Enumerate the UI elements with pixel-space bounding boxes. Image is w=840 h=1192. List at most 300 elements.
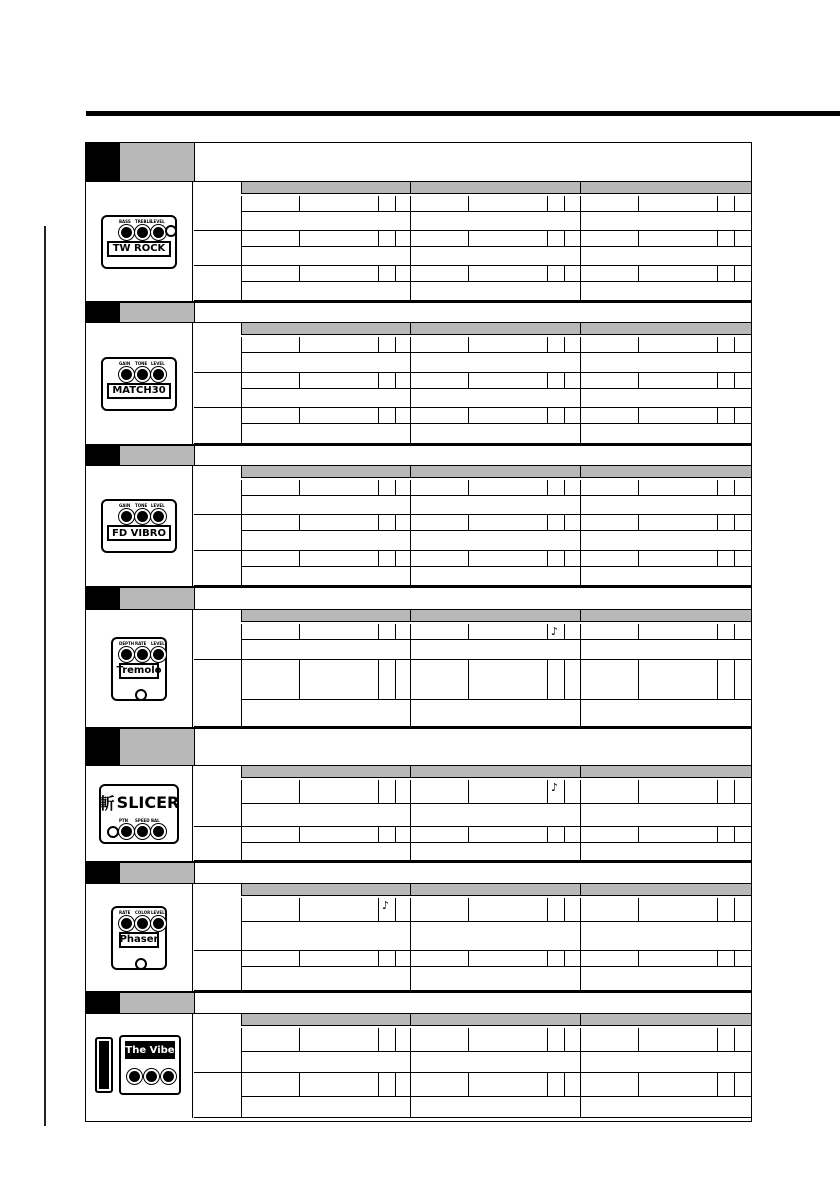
cell-divider [395,515,396,530]
expression-pedal-icon [95,1037,113,1093]
cell-divider [564,1073,565,1096]
effect-section-fd-vibro [86,446,752,588]
parameter-value-cell[interactable] [410,337,580,353]
cell-divider [717,266,718,281]
cell-divider [378,515,379,530]
cell-divider [395,827,396,842]
parameter-range-cell [410,531,580,550]
parameter-range-cell [241,1097,410,1118]
parameter-range-cell [410,967,580,991]
led-icon [165,225,177,237]
cell-divider [717,373,718,388]
row-label-cell [194,373,241,409]
parameter-range-cell [410,424,580,444]
parameter-value-cell[interactable] [580,624,751,640]
column-header-2 [410,182,580,194]
cell-divider [299,827,300,842]
knob-label: RATE [135,640,147,646]
effect-name-box [120,863,194,883]
cell-divider [299,1028,300,1051]
column-header-3 [580,182,751,194]
cell-divider [468,373,469,388]
cell-divider [395,480,396,495]
parameter-value-cell[interactable] [410,480,580,496]
cell-divider [734,337,735,352]
parameter-value-cell[interactable] [241,827,410,843]
parameter-range-cell [580,804,751,827]
parameter-range-cell [410,389,580,409]
corner-diagonal [194,323,241,337]
parameter-value-cell[interactable] [580,551,751,567]
effect-number-box [86,303,120,322]
knob-label: COLOR [135,909,151,915]
knob-label: LEVEL [151,360,165,366]
cell-divider [734,898,735,921]
effect-number-box [86,863,120,883]
cell-divider [468,231,469,246]
parameter-value-cell[interactable] [410,373,580,389]
cell-divider [734,231,735,246]
parameter-range-cell [241,282,410,301]
cell-divider [299,373,300,388]
slicer-text: SLICER [116,793,180,812]
cell-divider [468,827,469,842]
note-icon: ♪ [551,625,559,638]
cell-divider [378,827,379,842]
cell-divider [564,624,565,639]
parameter-range-cell [580,967,751,991]
cell-divider [564,898,565,921]
parameter-value-cell[interactable] [410,780,580,804]
parameter-value-cell[interactable] [410,551,580,567]
parameter-grid [194,182,752,301]
parameter-value-cell[interactable] [410,266,580,282]
parameter-value-cell[interactable] [410,231,580,247]
row-label-cell [194,408,241,444]
cell-divider [564,1028,565,1051]
knob-label: TONE [135,360,148,366]
cell-divider [564,660,565,699]
cell-divider [734,266,735,281]
cell-divider [378,408,379,423]
parameter-value-cell[interactable] [580,373,751,389]
cell-divider [395,373,396,388]
effect-description [194,863,752,883]
corner-diagonal [194,466,241,480]
parameter-grid [194,323,752,444]
parameter-range-cell [241,843,410,861]
cell-divider [638,551,639,566]
cell-divider [717,951,718,966]
parameter-value-cell[interactable] [241,408,410,424]
knob-icon [135,225,150,240]
cell-divider [378,480,379,495]
column-header-3 [580,884,751,896]
column-header-2 [410,323,580,335]
parameter-value-cell[interactable] [410,898,580,922]
cell-divider [468,898,469,921]
parameter-value-cell[interactable] [241,660,410,700]
cell-divider [299,408,300,423]
cell-divider [638,660,639,699]
cell-divider [468,337,469,352]
parameter-value-cell[interactable] [241,551,410,567]
cell-divider [378,898,379,921]
parameter-value-cell[interactable] [241,624,410,640]
column-header-1 [241,466,410,478]
cell-divider [395,1073,396,1096]
column-header-1 [241,884,410,896]
pedal-image-cell [86,466,193,586]
pedal-illustration [101,499,177,553]
cell-divider [717,624,718,639]
cell-divider [468,951,469,966]
parameter-range-cell [241,424,410,444]
knob-label: LEVEL [151,503,165,508]
pedal-image-cell [86,610,193,727]
cell-divider [564,551,565,566]
effect-section-tw-rock [86,143,752,303]
knob-icon [151,647,166,662]
parameter-value-cell[interactable] [580,196,751,212]
parameter-value-cell[interactable] [410,196,580,212]
knob-icon [151,225,166,240]
parameter-range-cell [241,531,410,550]
cell-divider [468,660,469,699]
corner-diagonal [194,884,241,898]
corner-diagonal [194,1014,241,1028]
cell-divider [468,624,469,639]
effect-name-box [120,303,194,322]
cell-divider [638,337,639,352]
pedal-logo: Phaser [119,932,159,948]
row-label-cell [194,1073,241,1118]
parameter-value-cell[interactable] [241,1073,410,1097]
parameter-value-cell[interactable] [580,408,751,424]
knob-label: SPEED [135,817,150,823]
cell-divider [717,480,718,495]
knob-label: BAL [151,817,160,823]
parameter-value-cell[interactable] [410,1073,580,1097]
knob-icon [144,1069,159,1084]
parameter-range-cell [410,640,580,660]
cell-divider [468,1028,469,1051]
cell-divider [547,1028,548,1051]
knob-icon [151,916,166,931]
row-label-cell [194,660,241,727]
cell-divider [717,196,718,211]
effect-section-match30 [86,303,752,446]
column-header-3 [580,1014,751,1026]
cell-divider [638,780,639,803]
parameter-grid [194,610,752,727]
row-label-cell [194,551,241,586]
row-label-cell [194,337,241,373]
parameter-value-cell[interactable] [580,337,751,353]
cell-divider [547,624,548,639]
parameter-value-cell[interactable] [410,408,580,424]
cell-divider [638,515,639,530]
cell-divider [547,266,548,281]
cell-divider [378,660,379,699]
parameter-value-cell[interactable] [580,780,751,804]
parameter-value-cell[interactable] [241,480,410,496]
cell-divider [378,780,379,803]
parameter-value-cell[interactable] [410,827,580,843]
pedal-illustration [111,637,167,701]
parameter-value-cell[interactable] [580,231,751,247]
parameter-range-cell [241,967,410,991]
parameter-range-cell [241,567,410,586]
column-header-3 [580,766,751,778]
pedal-image-cell [86,884,193,991]
cell-divider [734,780,735,803]
footswitch-icon [107,826,119,838]
row-label-cell [194,898,241,951]
pedal-logo: The Vibe [125,1041,175,1059]
effect-description [194,729,752,765]
cell-divider [299,898,300,921]
effect-section-phaser [86,863,752,993]
knob-icon [119,824,134,839]
cell-divider [378,551,379,566]
cell-divider [734,1073,735,1096]
parameter-value-cell[interactable] [241,231,410,247]
parameter-range-cell [241,1052,410,1073]
knob-label: PTN [119,817,129,823]
cell-divider [395,408,396,423]
parameter-range-cell [580,353,751,373]
parameter-value-cell[interactable] [241,1028,410,1052]
corner-diagonal [194,610,241,624]
row-label-cell [194,266,241,301]
cell-divider [468,408,469,423]
cell-divider [734,196,735,211]
effect-description [194,143,752,181]
parameter-value-cell[interactable] [580,480,751,496]
cell-divider [547,408,548,423]
cell-divider [564,196,565,211]
cell-divider [547,951,548,966]
parameter-range-cell [580,282,751,301]
cell-divider [564,266,565,281]
knob-icon [119,916,134,931]
parameter-value-cell[interactable] [580,660,751,700]
parameter-value-cell[interactable] [241,266,410,282]
parameter-value-cell[interactable] [580,1028,751,1052]
parameter-range-cell [580,922,751,951]
cell-divider [564,373,565,388]
parameter-value-cell[interactable] [410,660,580,700]
row-label-cell [194,624,241,660]
knob-icon [119,509,134,524]
parameter-value-cell[interactable] [580,898,751,922]
parameter-value-cell[interactable] [410,1028,580,1052]
cell-divider [378,1028,379,1051]
knob-label: TONE [135,503,148,508]
cell-divider [638,898,639,921]
parameter-value-cell[interactable] [580,951,751,967]
cell-divider [395,898,396,921]
cell-divider [638,624,639,639]
parameter-range-cell [241,700,410,727]
knob-icon [135,916,150,931]
section-header [86,303,752,323]
column-header-2 [410,766,580,778]
column-header-2 [410,1014,580,1026]
knob-icon [151,824,166,839]
effect-name-box [120,588,194,609]
effect-description [194,303,752,322]
column-header-3 [580,323,751,335]
cell-divider [734,827,735,842]
parameter-range-cell [241,247,410,266]
parameter-value-cell[interactable] [580,827,751,843]
parameter-value-cell[interactable] [241,780,410,804]
cell-divider [547,780,548,803]
knob-icon [161,1069,176,1084]
knob-label: LEVEL [151,218,165,224]
parameter-value-cell[interactable] [580,266,751,282]
cell-divider [734,515,735,530]
knob-icon [119,225,134,240]
effect-name-box [120,729,194,765]
effect-section-slicer [86,729,752,863]
cell-divider [299,1073,300,1096]
cell-divider [734,373,735,388]
cell-divider [734,1028,735,1051]
cell-divider [378,951,379,966]
cell-divider [378,231,379,246]
cell-divider [299,780,300,803]
cell-divider [468,266,469,281]
cell-divider [638,231,639,246]
cell-divider [468,1073,469,1096]
pedal-logo: TW ROCK [107,241,171,257]
parameter-grid [194,884,752,991]
parameter-range-cell [241,353,410,373]
footswitch-icon [135,689,147,701]
parameter-range-cell [580,424,751,444]
parameter-value-cell[interactable] [410,515,580,531]
cell-divider [734,408,735,423]
parameter-range-cell [410,1097,580,1118]
pedal-logo: MATCH30 [107,383,171,399]
cell-divider [395,780,396,803]
cell-divider [395,660,396,699]
column-header-1 [241,610,410,622]
column-header-1 [241,1014,410,1026]
knob-icon [151,367,166,382]
cell-divider [395,951,396,966]
cell-divider [734,551,735,566]
column-header-1 [241,323,410,335]
parameter-range-cell [241,212,410,231]
section-header [86,863,752,884]
parameter-range-cell [241,640,410,660]
margin-line [44,226,46,1126]
cell-divider [717,660,718,699]
cell-divider [564,231,565,246]
parameter-value-cell[interactable] [241,337,410,353]
cell-divider [299,337,300,352]
slicer-glyph: 斬 [98,794,115,813]
effect-number-box [86,993,120,1013]
knob-icon [119,367,134,382]
cell-divider [468,196,469,211]
parameter-range-cell [580,212,751,231]
cell-divider [717,515,718,530]
cell-divider [299,231,300,246]
parameter-value-cell[interactable] [241,373,410,389]
corner-diagonal [194,182,241,196]
cell-divider [547,231,548,246]
parameter-grid [194,1014,752,1118]
cell-divider [717,827,718,842]
effect-number-box [86,729,120,765]
parameter-range-cell [410,804,580,827]
pedal-image-cell [86,323,193,444]
section-header [86,729,752,766]
parameter-value-cell[interactable] [410,624,580,640]
cell-divider [547,551,548,566]
cell-divider [547,373,548,388]
cell-divider [638,951,639,966]
knob-icon [135,509,150,524]
parameter-value-cell[interactable] [241,196,410,212]
cell-divider [638,827,639,842]
effect-number-box [86,143,120,181]
knob-label: TREBLE [135,218,152,224]
parameter-grid [194,766,752,861]
parameter-range-cell [410,282,580,301]
cell-divider [378,196,379,211]
parameter-range-cell [580,700,751,727]
parameter-value-cell[interactable] [410,951,580,967]
parameter-range-cell [580,843,751,861]
parameter-grid [194,466,752,586]
knob-label: DEPTH [119,640,135,646]
cell-divider [734,660,735,699]
pedal-logo: FD VIBRO [107,525,171,541]
pedal-illustration [101,215,177,269]
cell-divider [564,337,565,352]
column-header-2 [410,466,580,478]
effect-number-box [86,588,120,609]
cell-divider [564,515,565,530]
parameter-value-cell[interactable] [580,515,751,531]
parameter-value-cell[interactable] [241,515,410,531]
cell-divider [717,1073,718,1096]
row-label-cell [194,827,241,861]
parameter-range-cell [241,389,410,409]
cell-divider [299,515,300,530]
cell-divider [717,1028,718,1051]
effect-name-box [120,143,194,181]
pedal-logo: Tremolo [119,663,159,679]
knob-label: LEVEL [151,640,165,646]
cell-divider [717,898,718,921]
cell-divider [638,1028,639,1051]
cell-divider [547,898,548,921]
parameter-value-cell[interactable] [580,1073,751,1097]
header-rule [86,111,840,116]
parameter-value-cell[interactable] [241,951,410,967]
note-icon: ♪ [551,781,559,794]
parameter-range-cell [580,640,751,660]
parameter-value-cell[interactable] [241,898,410,922]
parameter-range-cell [580,247,751,266]
